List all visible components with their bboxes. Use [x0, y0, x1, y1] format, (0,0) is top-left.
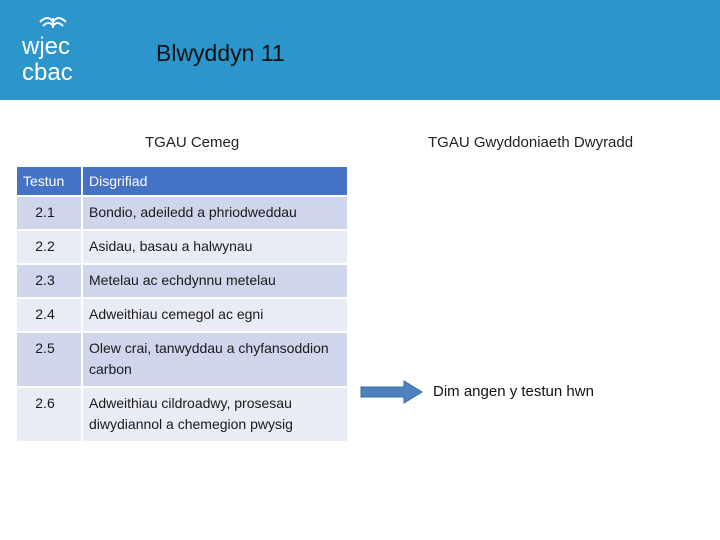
- topic-description: Adweithiau cildroadwy, prosesau diwydiannol a chemegion pwysig: [82, 387, 347, 441]
- topic-number: 2.1: [17, 196, 82, 230]
- topic-number: 2.3: [17, 264, 82, 298]
- right-arrow-icon: [360, 380, 424, 404]
- subheading-chemistry: TGAU Cemeg: [145, 134, 240, 151]
- header-bar: [0, 0, 720, 100]
- table-header-row: [17, 167, 347, 196]
- table-row: [17, 298, 347, 332]
- table-row: [17, 332, 347, 387]
- table-row: [17, 196, 347, 230]
- topic-description: Olew crai, tanwyddau a chyfansoddion carbon: [82, 332, 347, 387]
- topic-description: Asidau, basau a halwynau: [82, 230, 347, 264]
- subheading-double-science: TGAU Gwyddoniaeth Dwyradd: [428, 134, 634, 151]
- topic-description: Metelau ac echdynnu metelau: [82, 264, 347, 298]
- logo-text-line2: cbac: [22, 59, 73, 86]
- not-required-note: Dim angen y testun hwn: [433, 383, 594, 400]
- topics-table: [17, 167, 347, 441]
- topic-description: Bondio, adeiledd a phriodweddau: [82, 196, 347, 230]
- logo-text-line1: wjec: [22, 33, 71, 60]
- topic-description: Adweithiau cemegol ac egni: [82, 298, 347, 332]
- topic-number: 2.5: [17, 332, 82, 387]
- wjec-cbac-logo: [18, 10, 88, 86]
- table-row: [17, 264, 347, 298]
- column-header-description: Disgrifiad: [82, 167, 347, 196]
- table-row: [17, 230, 347, 264]
- column-header-topic: Testun: [17, 167, 82, 196]
- topic-number: 2.2: [17, 230, 82, 264]
- page-title: Blwyddyn 11: [156, 40, 285, 66]
- topic-number: 2.6: [17, 387, 82, 441]
- table-row: [17, 387, 347, 441]
- topic-number: 2.4: [17, 298, 82, 332]
